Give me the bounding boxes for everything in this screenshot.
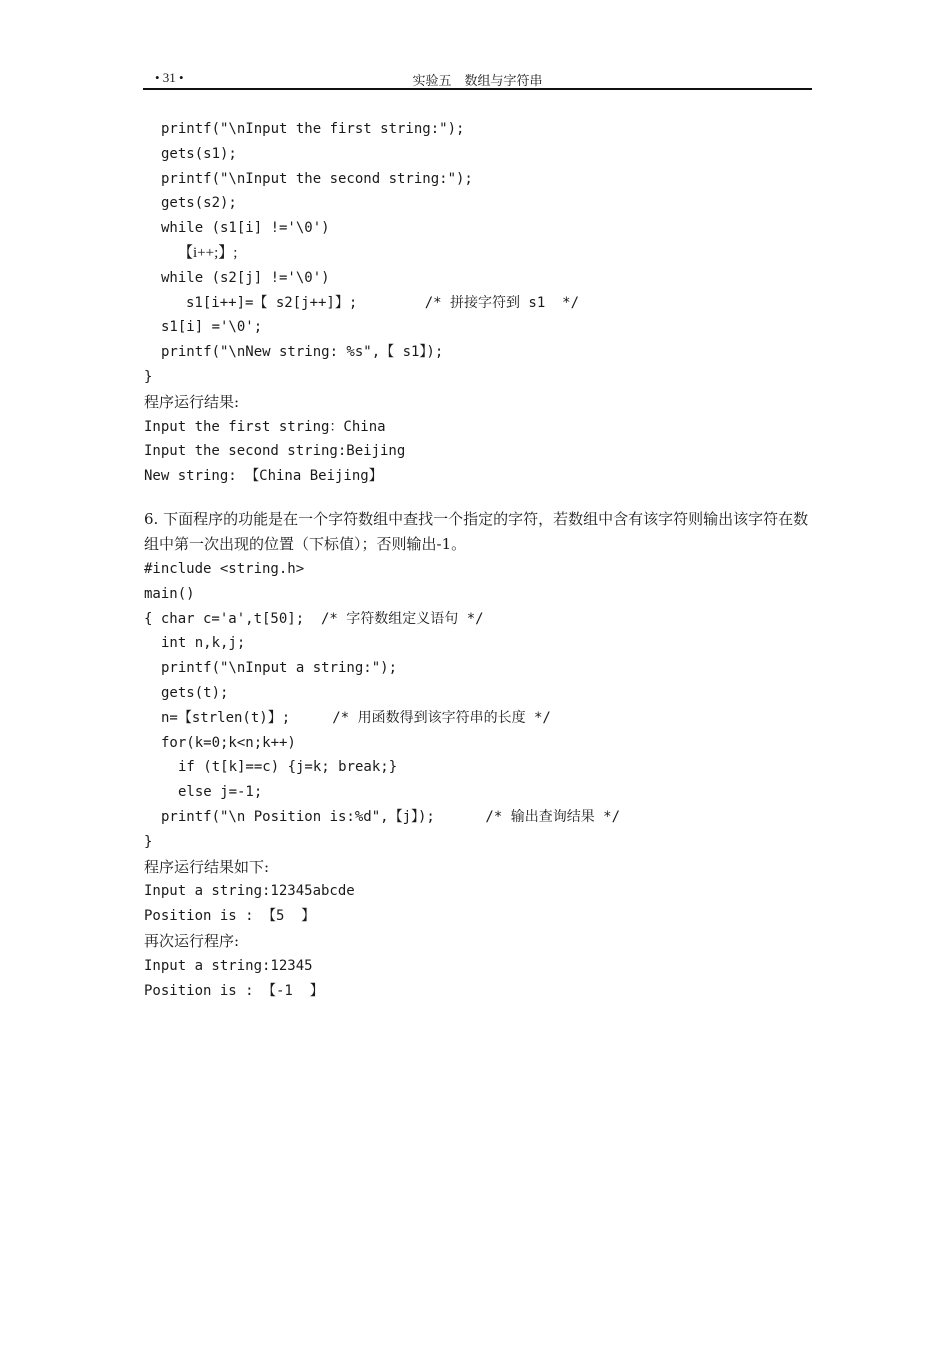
question-paragraph: 6. 下面程序的功能是在一个字符数组中查找一个指定的字符，若数组中含有该字符则输出该字符在数组中第一次出现的位置（下标值）；否则输出-1。 xyxy=(144,509,809,553)
code-line: } xyxy=(144,833,153,850)
output-line: Input the second string:Beijing xyxy=(144,443,406,460)
output-line: New string: 【China Beijing】 xyxy=(144,468,383,485)
code-line: { char c='a',t[50]; /* 字符数组定义语句 */ xyxy=(144,610,484,627)
code-line: else j=-1; xyxy=(178,784,263,801)
code-line: int n,k,j; xyxy=(161,635,246,652)
code-line: s1[i] ='\0'; xyxy=(161,319,263,336)
blank-line xyxy=(144,489,814,507)
code-line: s1[i++]=【 s2[j++]】; /* 拼接字符到 s1 */ xyxy=(186,294,580,311)
answer-line: 【i++;】; xyxy=(178,244,238,261)
page-header xyxy=(143,68,812,90)
output-line: Position is : 【-1 】 xyxy=(144,982,324,999)
code-line: n=【strlen(t)】; /* 用函数得到该字符串的长度 */ xyxy=(161,709,551,726)
code-line: printf("\n Position is:%d",【j】); /* 输出查询结果 */ xyxy=(161,808,621,825)
output-line: Input the first string：China xyxy=(144,418,386,435)
code-line: gets(t); xyxy=(161,684,229,701)
code-line: gets(s1); xyxy=(161,145,237,162)
document-body xyxy=(144,117,814,1003)
section-label: 程序运行结果如下: xyxy=(144,857,270,876)
output-line: Position is : 【5 】 xyxy=(144,908,316,925)
page-title: 实验五 数组与字符串 xyxy=(412,73,543,88)
page-number: • 31 • xyxy=(155,70,184,85)
code-line: printf("\nInput the second string:"); xyxy=(161,170,473,187)
output-line: Input a string:12345 xyxy=(144,957,313,974)
code-line: printf("\nNew string: %s",【 s1】); xyxy=(161,344,444,361)
code-line: #include <string.h> xyxy=(144,560,305,577)
code-line: for(k=0;k<n;k++) xyxy=(161,734,296,751)
section-label: 再次运行程序: xyxy=(144,931,240,950)
output-line: Input a string:12345abcde xyxy=(144,883,355,900)
code-line: printf("\nInput a string:"); xyxy=(161,660,398,677)
section-label: 程序运行结果: xyxy=(144,392,240,411)
code-line: while (s2[j] !='\0') xyxy=(161,269,330,286)
code-line: main() xyxy=(144,585,195,602)
code-line: while (s1[i] !='\0') xyxy=(161,220,330,237)
code-line: printf("\nInput the first string:"); xyxy=(161,121,465,137)
code-line: gets(s2); xyxy=(161,195,237,212)
code-line: } xyxy=(144,368,153,385)
code-line: if (t[k]==c) {j=k; break;} xyxy=(178,759,398,776)
